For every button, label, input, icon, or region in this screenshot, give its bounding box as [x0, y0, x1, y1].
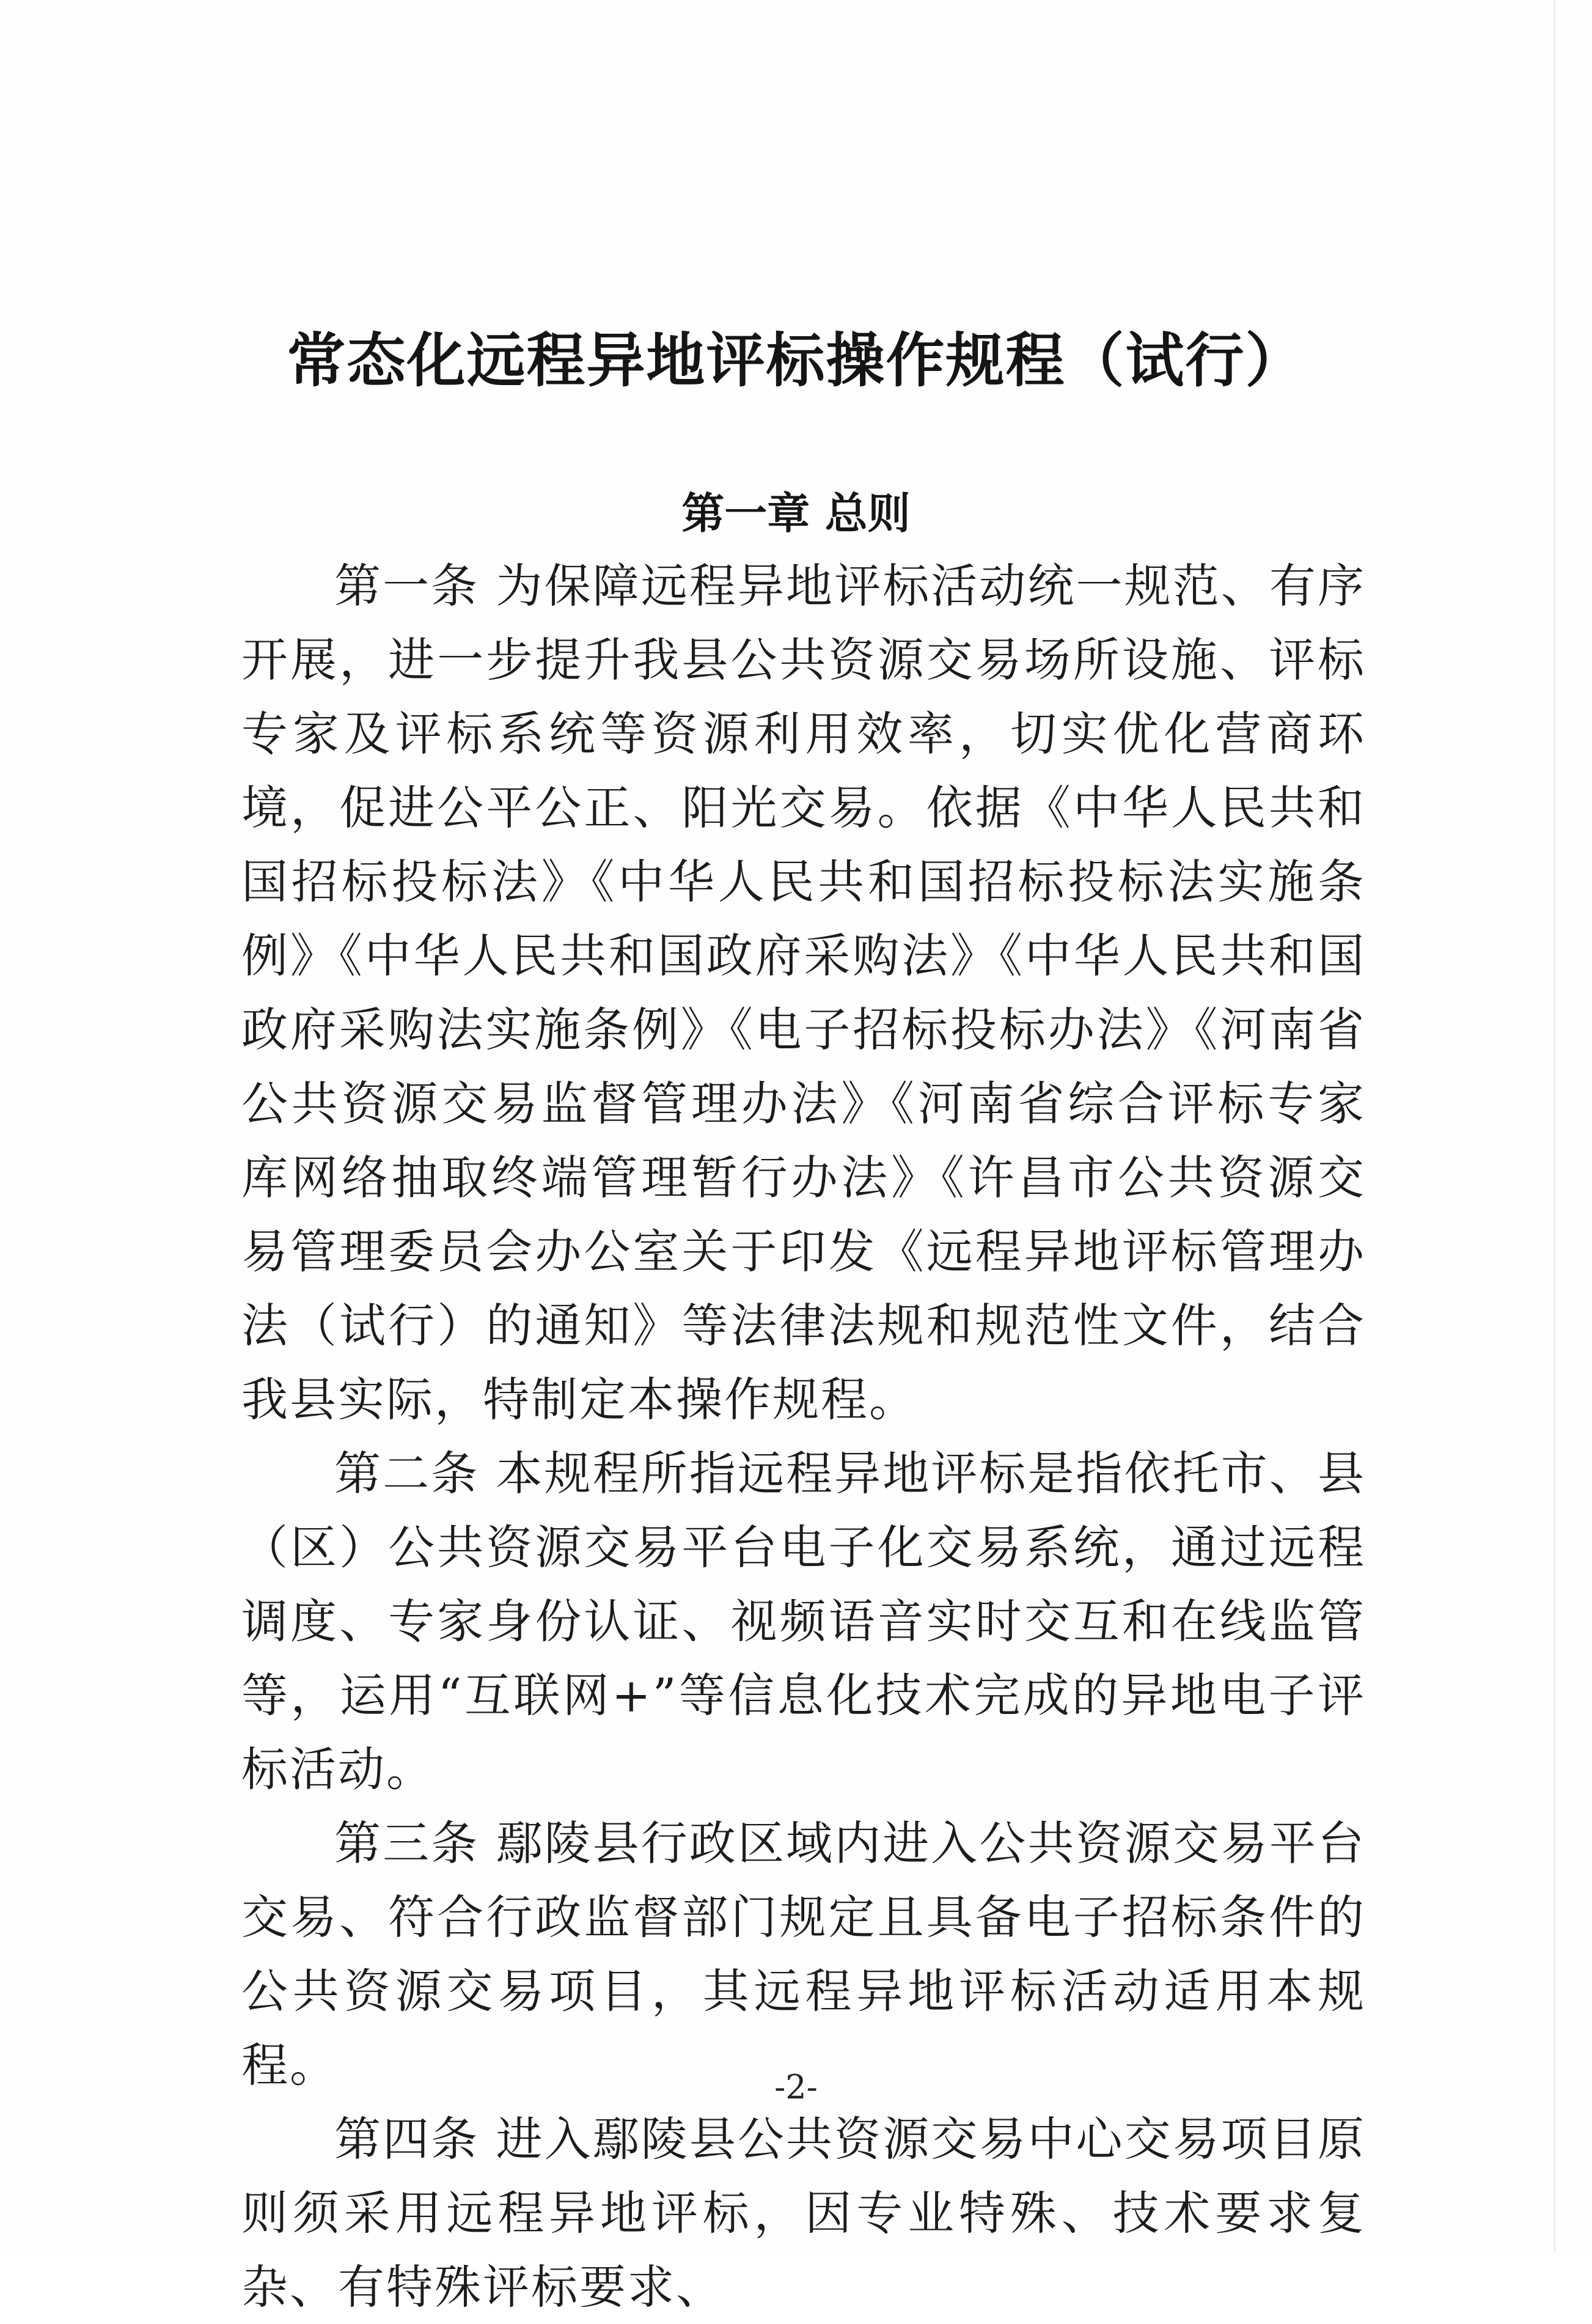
- document-title: 常态化远程异地评标操作规程（试行）: [287, 326, 1305, 395]
- chapter-heading: 第一章 总则: [681, 488, 911, 539]
- article-3: 第三条 鄢陵县行政区域内进入公共资源交易平台交易、符合行政监督部门规定且具备电子招标条件的公共资源交易项目，其远程异地评标活动适用本规程。: [241, 1816, 1366, 2092]
- article-4: 第四条 进入鄢陵县公共资源交易中心交易项目原则须采用远程异地评标，因专业特殊、技术要求复杂、有特殊评标要求、: [241, 2112, 1366, 2314]
- page-number: -2-: [774, 2068, 818, 2106]
- article-1: 第一条 为保障远程异地评标活动统一规范、有序开展，进一步提升我县公共资源交易场所设施、评标专家及评标系统等资源利用效率，切实优化营商环境，促进公平公正、阳光交易。依据《中华人民共和国招标投标法》《中华人民共和国招标投标法实施条例》《中华人民共和国政府采购法》《中华人民共和国政府采购法实施条例》《电子招标投标办法》《河南省公共资源交易监督管理办法》《河南省综合评标专家库网络抽取终端管理暂行办法》《许昌市公共资源交易管理委员会办公室关于印发《远程异地评标管理办法（试行）的通知》等法律法规和规范性文件，结合我县实际，特制定本操作规程。: [241, 559, 1366, 1427]
- article-2: 第二条 本规程所指远程异地评标是指依托市、县（区）公共资源交易平台电子化交易系统，通过远程调度、专家身份认证、视频语音实时交互和在线监管等，运用“互联网+”等信息化技术完成的异地电子评标活动。: [241, 1446, 1366, 1796]
- document-body: [241, 549, 1366, 2324]
